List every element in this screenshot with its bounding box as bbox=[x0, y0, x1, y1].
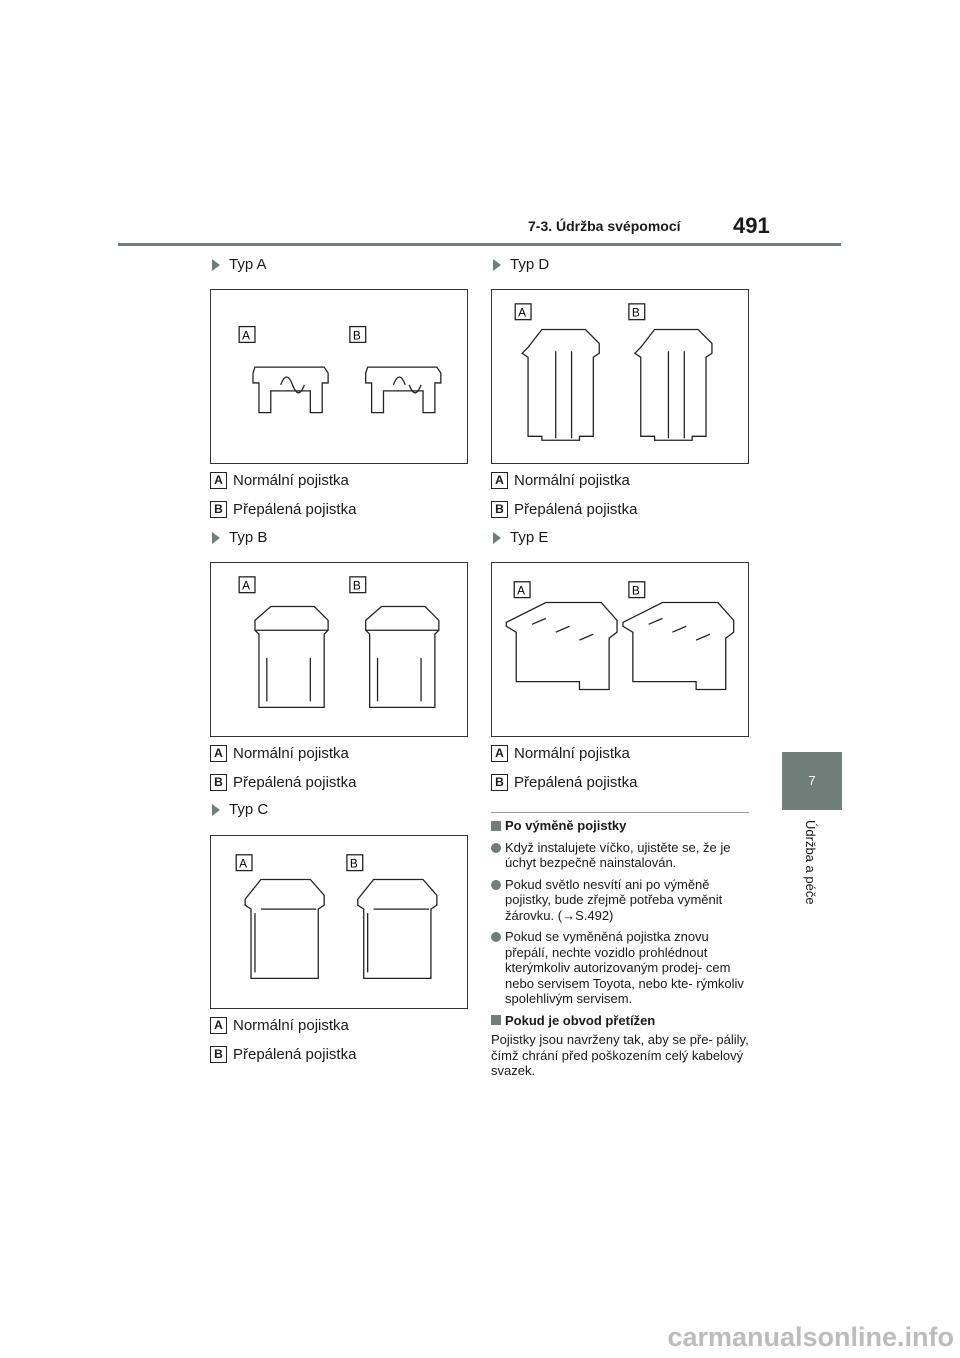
note-paragraph: Pojistky jsou navrženy tak, aby se pře- pálily, čímž chrání před poškozením celý kabelový svazek. bbox=[491, 1032, 749, 1078]
type-b-heading: Typ B bbox=[212, 529, 267, 546]
legend-normal: A Normální pojistka bbox=[491, 472, 630, 489]
triangle-icon bbox=[493, 532, 501, 544]
legend-normal: A Normální pojistka bbox=[210, 1017, 349, 1034]
fuse-type-d-illustration bbox=[492, 290, 748, 463]
legend-blown: B Přepálená pojistka bbox=[210, 774, 356, 791]
chapter-tab: 7 bbox=[782, 752, 842, 810]
figure-label-a: A bbox=[242, 578, 251, 593]
chapter-label: Údržba a péče bbox=[803, 820, 818, 905]
figure-label-b: B bbox=[631, 305, 640, 320]
figure-type-e bbox=[491, 562, 749, 737]
note-heading: Po výměně pojistky bbox=[491, 818, 751, 834]
figure-label-a: A bbox=[517, 583, 526, 598]
note-bullet: Pokud se vyměněná pojistka znovu přepálí, nechte vozidlo prohlédnout kterýmkoliv autorizovaným prodej- cem nebo servisem Toyota, nebo kte- rýmkoliv spolehlivým servisem. bbox=[491, 929, 751, 1007]
legend-normal: A Normální pojistka bbox=[491, 745, 630, 762]
watermark: carmanualsonline.info bbox=[667, 1322, 954, 1352]
fuse-type-a-illustration bbox=[211, 290, 467, 463]
type-a-heading: Typ A bbox=[212, 256, 267, 273]
legend-blown: B Přepálená pojistka bbox=[491, 501, 637, 518]
triangle-icon bbox=[493, 259, 501, 271]
square-icon bbox=[491, 821, 501, 831]
figure-type-d bbox=[491, 289, 749, 464]
fuse-type-c-illustration bbox=[211, 836, 467, 1008]
type-c-heading: Typ C bbox=[212, 801, 268, 818]
note-bullet: Když instalujete víčko, ujistěte se, že je úchyt bezpečně nainstalován. bbox=[491, 840, 751, 871]
section-divider bbox=[491, 812, 749, 813]
fuse-type-b-illustration bbox=[211, 563, 467, 736]
note-heading: Pokud je obvod přetížen bbox=[491, 1013, 751, 1029]
header-rule bbox=[118, 243, 841, 246]
type-d-heading: Typ D bbox=[493, 256, 549, 273]
figure-label-b: B bbox=[349, 856, 358, 871]
figure-label-b: B bbox=[352, 328, 361, 343]
bullet-icon bbox=[491, 880, 501, 890]
figure-type-c bbox=[210, 835, 468, 1009]
bullet-icon bbox=[491, 843, 501, 853]
bullet-icon bbox=[491, 932, 501, 942]
legend-normal: A Normální pojistka bbox=[210, 472, 349, 489]
figure-label-a: A bbox=[239, 856, 248, 871]
triangle-icon bbox=[212, 532, 220, 544]
triangle-icon bbox=[212, 804, 220, 816]
fuse-type-e-illustration bbox=[492, 563, 748, 736]
figure-label-b: B bbox=[352, 578, 361, 593]
section-title: 7-3. Údržba svépomocí bbox=[528, 218, 681, 234]
figure-label-a: A bbox=[242, 328, 251, 343]
type-e-heading: Typ E bbox=[493, 529, 548, 546]
figure-type-b bbox=[210, 562, 468, 737]
legend-blown: B Přepálená pojistka bbox=[210, 1046, 356, 1063]
square-icon bbox=[491, 1015, 501, 1025]
notes-block bbox=[491, 818, 751, 1079]
legend-blown: B Přepálená pojistka bbox=[210, 501, 356, 518]
page-number: 491 bbox=[733, 213, 770, 238]
figure-type-a bbox=[210, 289, 468, 464]
note-bullet: Pokud světlo nesvítí ani po výměně pojistky, bude zřejmě potřeba vyměnit žárovku. (→S.492) bbox=[491, 877, 751, 924]
figure-label-b: B bbox=[631, 583, 640, 598]
triangle-icon bbox=[212, 259, 220, 271]
legend-normal: A Normální pojistka bbox=[210, 745, 349, 762]
legend-blown: B Přepálená pojistka bbox=[491, 774, 637, 791]
figure-label-a: A bbox=[518, 305, 527, 320]
